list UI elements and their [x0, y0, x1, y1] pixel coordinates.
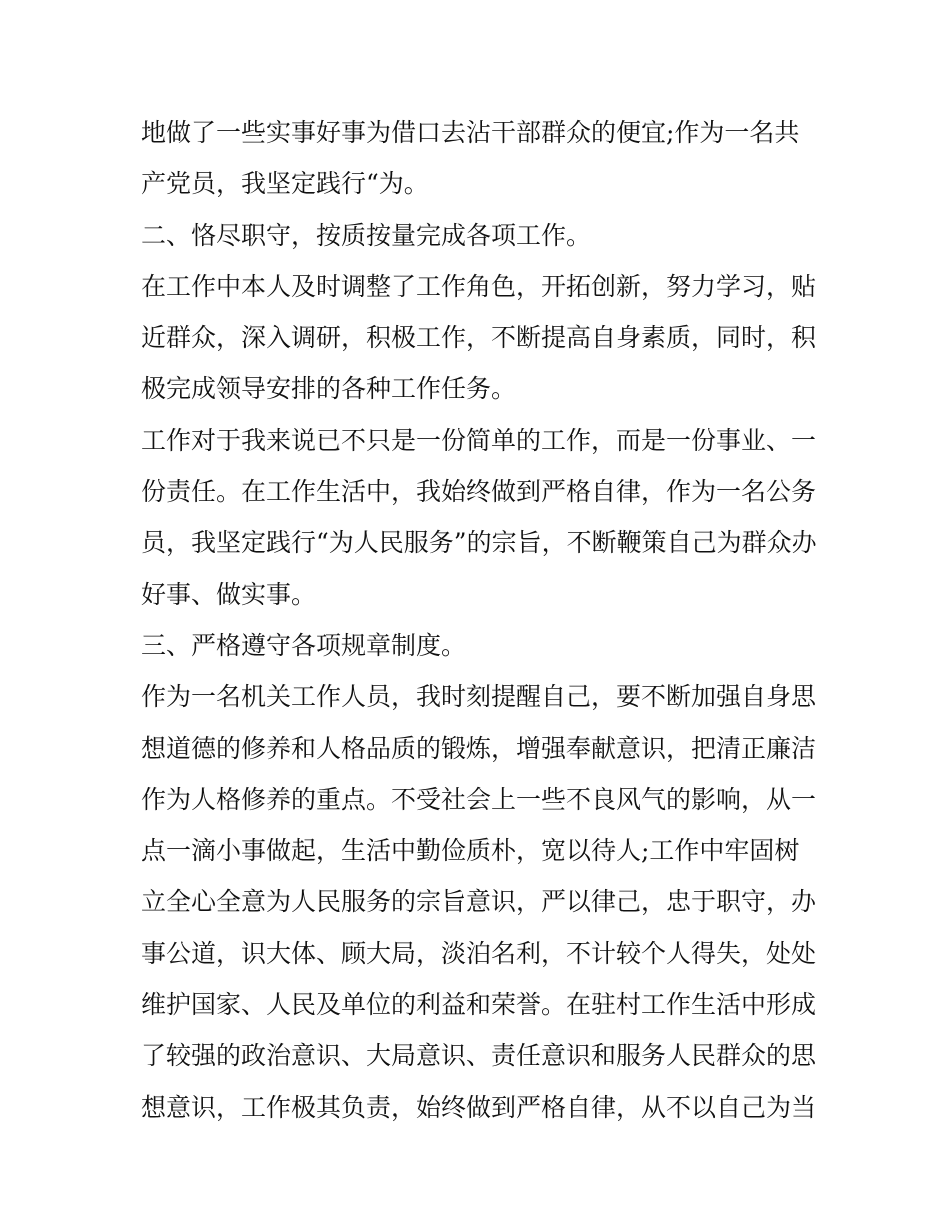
section-heading: 三、严格遵守各项规章制度。 — [141, 630, 467, 660]
text-line: 作为人格修养的重点。不受社会上一些不良风气的影响，从一 — [141, 784, 817, 814]
text-line: 产党员，我坚定践行“为。 — [141, 169, 429, 199]
text-line: 地做了一些实事好事为借口去沾干部群众的便宜;作为一名共 — [141, 118, 800, 147]
text-line: 好事、做实事。 — [141, 579, 317, 609]
text-line: 作为一名机关工作人员，我时刻提醒自己，要不断加强自身思 — [141, 682, 817, 712]
text-line: 想道德的修养和人格品质的锻炼，增强奉献意识，把清正廉洁 — [141, 733, 817, 763]
text-line: 点一滴小事做起，生活中勤俭质朴，宽以待人;工作中牢固树 — [141, 836, 800, 866]
text-line: 工作对于我来说已不只是一份简单的工作，而是一份事业、一 — [141, 425, 817, 455]
text-line: 极完成领导安排的各种工作任务。 — [141, 374, 517, 404]
text-line: 员，我坚定践行“为人民服务”的宗旨，不断鞭策自己为群众办 — [141, 528, 817, 558]
text-line: 了较强的政治意识、大局意识、责任意识和服务人民群众的思 — [141, 1041, 817, 1071]
text-line: 份责任。在工作生活中，我始终做到严格自律，作为一名公务 — [141, 477, 817, 507]
text-line: 维护国家、人民及单位的利益和荣誉。在驻村工作生活中形成 — [141, 990, 817, 1020]
text-line: 在工作中本人及时调整了工作角色，开拓创新，努力学习，贴 — [141, 271, 817, 301]
text-line: 近群众，深入调研，积极工作，不断提高自身素质，同时，积 — [141, 323, 817, 353]
body-text — [141, 107, 821, 1133]
section-heading: 二、恪尽职守，按质按量完成各项工作。 — [141, 220, 592, 250]
text-line: 事公道，识大体、顾大局，淡泊名利，不计较个人得失，处处 — [141, 938, 817, 968]
text-line: 想意识，工作极其负责，始终做到严格自律，从不以自己为当 — [141, 1092, 817, 1122]
text-line: 立全心全意为人民服务的宗旨意识，严以律己，忠于职守，办 — [141, 887, 817, 917]
